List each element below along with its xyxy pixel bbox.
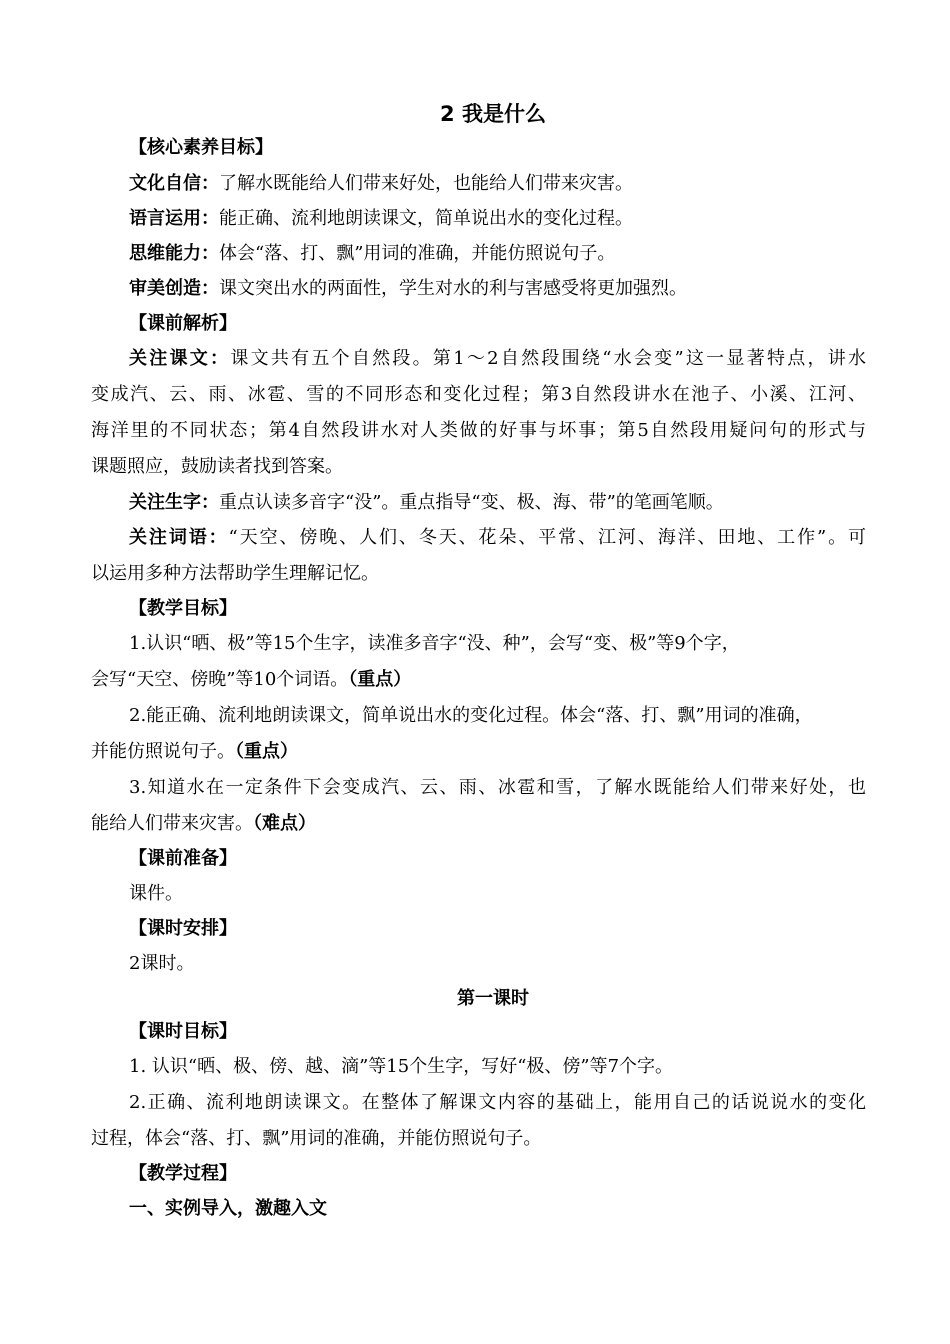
core-goal-text: 课文突出水的两面性，学生对水的利与害感受将更加强烈。 xyxy=(219,278,687,299)
schedule-heading: 【课时安排】 xyxy=(129,918,237,939)
lesson1-goal-2-cont: 过程，体会“落、打、飘”用词的准确，并能仿照说句子。 xyxy=(91,1128,542,1149)
core-goals-heading: 【核心素养目标】 xyxy=(129,137,273,158)
analysis-words-label: 关注词语： xyxy=(129,527,229,548)
lesson1-goal-1: 1. 认识“晒、极、傍、越、滴”等15个生字，写好“极、傍”等7个字。 xyxy=(129,1056,674,1077)
core-goal-text: 能正确、流利地朗读课文，简单说出水的变化过程。 xyxy=(219,208,633,229)
teaching-goals-heading: 【教学目标】 xyxy=(129,598,237,619)
core-goal-aesthetic xyxy=(129,276,866,302)
core-goal-label: 思维能力： xyxy=(129,243,219,264)
goal-text: 并能仿照说句子。 xyxy=(91,741,235,762)
analysis-chars-text: 重点认读多音字“没”。重点指导“变、极、海、带”的笔画笔顺。 xyxy=(219,492,724,513)
analysis-text-content: 课文共有五个自然段。第1～2自然段围绕“水会变”这一显著特点，讲水 xyxy=(230,348,866,369)
pre-analysis-heading: 【课前解析】 xyxy=(129,313,237,334)
core-goal-label: 文化自信： xyxy=(129,173,219,194)
analysis-words-text: “天空、傍晚、人们、冬天、花朵、平常、江河、海洋、田地、工作”。可 xyxy=(228,527,867,548)
goal-text: 会写“天空、傍晚”等10个词语。 xyxy=(91,669,349,690)
analysis-chars-label: 关注生字： xyxy=(129,492,219,513)
key-point-mark: （重点） xyxy=(235,741,298,762)
core-goal-text: 体会“落、打、飘”用词的准确，并能仿照说句子。 xyxy=(219,243,616,264)
lesson1-goal-2: 2.正确、流利地朗读课文。在整体了解课文内容的基础上，能用自己的话说说水的变化 xyxy=(129,1092,866,1113)
core-goal-label: 审美创造： xyxy=(129,278,219,299)
teaching-goal-2-cont xyxy=(91,739,866,765)
process-step-1: 一、实例导入，激趣入文 xyxy=(129,1198,327,1219)
teaching-goal-1-cont xyxy=(91,667,866,693)
lesson-title: 2 我是什么 xyxy=(440,102,546,126)
preparation-text: 课件。 xyxy=(129,883,183,904)
teaching-goal-3-cont xyxy=(91,811,866,837)
process-heading: 【教学过程】 xyxy=(129,1163,237,1184)
analysis-text-line: 海洋里的不同状态；第4自然段讲水对人类做的好事与坏事；第5自然段用疑问句的形式与 xyxy=(91,420,866,441)
teaching-goal-1: 1.认识“晒、极”等15个生字，读准多音字“没、种”，会写“变、极”等9个字， xyxy=(129,633,740,654)
core-goal-text: 了解水既能给人们带来好处，也能给人们带来灾害。 xyxy=(219,173,633,194)
lesson1-title: 第一课时 xyxy=(457,988,529,1009)
analysis-text-line: 课题照应，鼓励读者找到答案。 xyxy=(91,456,343,477)
core-goal-culture xyxy=(129,171,866,197)
lesson1-goals-heading: 【课时目标】 xyxy=(129,1021,237,1042)
analysis-words-line2: 以运用多种方法帮助学生理解记忆。 xyxy=(91,563,379,584)
analysis-text-line: 变成汽、云、雨、冰雹、雪的不同形态和变化过程；第3自然段讲水在池子、小溪、江河、 xyxy=(91,384,866,405)
core-goal-thinking xyxy=(129,241,866,267)
preparation-heading: 【课前准备】 xyxy=(129,848,237,869)
key-point-mark: （重点） xyxy=(348,669,412,690)
core-goal-label: 语言运用： xyxy=(129,208,219,229)
teaching-goal-2: 2.能正确、流利地朗读课文，简单说出水的变化过程。体会“落、打、飘”用词的准确， xyxy=(129,705,813,726)
core-goal-language xyxy=(129,206,866,232)
analysis-chars-line xyxy=(129,490,866,516)
analysis-text-label: 关注课文： xyxy=(129,348,231,369)
analysis-words-line xyxy=(129,525,866,551)
difficult-point-mark: （难点） xyxy=(253,813,316,834)
schedule-text: 2课时。 xyxy=(129,953,195,974)
teaching-goal-3: 3.知道水在一定条件下会变成汽、云、雨、冰雹和雪，了解水既能给人们带来好处，也 xyxy=(129,777,866,798)
goal-text: 能给人们带来灾害。 xyxy=(91,813,253,834)
analysis-text-line xyxy=(129,346,866,372)
